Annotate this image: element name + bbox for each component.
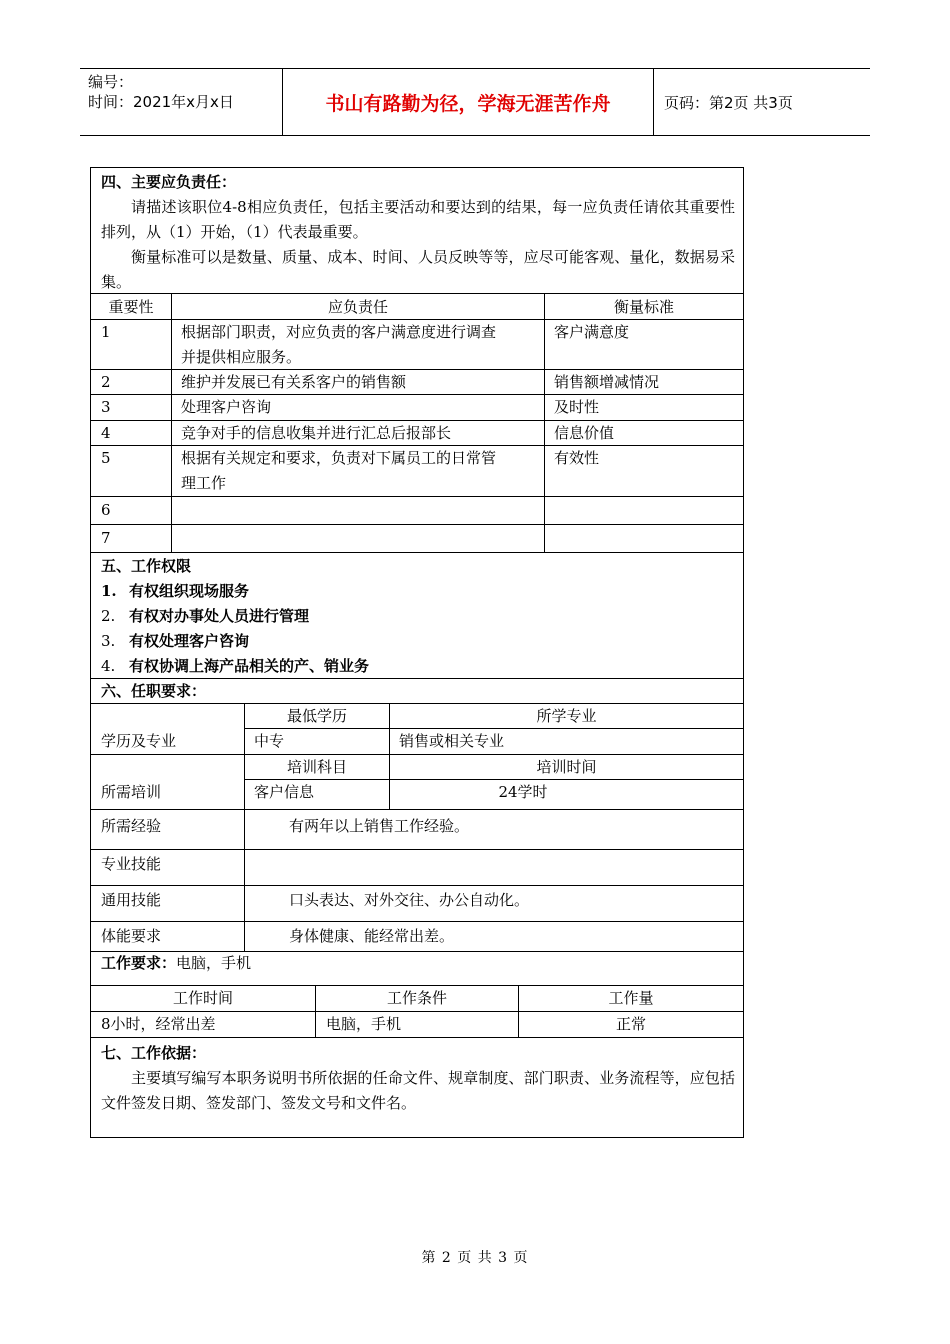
section4-standard-note: 衡量标准可以是数量、质量、成本、时间、人员反映等等，应尽可能客观、量化，数据易采集。 (101, 248, 735, 291)
table-row-rank: 1 (101, 323, 111, 341)
header-meta (80, 69, 283, 135)
experience-label: 所需经验 (101, 817, 162, 835)
workload-header: 工作量 (608, 989, 654, 1007)
work-time-header: 工作时间 (172, 989, 233, 1007)
training-subject-header: 培训科目 (286, 758, 347, 776)
table-row-duty-cont: 理工作 (181, 474, 227, 492)
education-major-value: 销售或相关专业 (399, 732, 505, 750)
table-row-standard: 客户满意度 (554, 323, 630, 341)
table-row-duty: 根据有关规定和要求，负责对下属员工的日常管 (181, 449, 497, 467)
professional-skills-label: 专业技能 (101, 855, 162, 873)
table-row-standard: 及时性 (554, 398, 600, 416)
education-major-header: 所学专业 (536, 707, 597, 725)
training-label: 所需培训 (101, 783, 162, 801)
page-header (80, 68, 870, 136)
table-row-rank: 2 (101, 373, 111, 391)
section7-description: 主要填写编写本职务说明书所依据的任命文件、规章制度、部门职责、业务流程等，应包括文件签发日期、签发部门、签发文号和文件名。 (101, 1069, 735, 1112)
general-skills-label: 通用技能 (101, 891, 162, 909)
section4-instruction: 请描述该职位4-8相应负责任，包括主要活动和要达到的结果，每一应负责任请依其重要性排列，从（1）开始，（1）代表最重要。 (101, 198, 735, 241)
work-requirement-label: 工作要求： (101, 954, 177, 972)
table-row-standard: 信息价值 (554, 424, 615, 442)
table-row-rank: 6 (101, 501, 111, 519)
table-row-duty: 维护并发展已有关系客户的销售额 (181, 373, 407, 391)
table-row-duty: 处理客户咨询 (181, 398, 272, 416)
work-condition-header: 工作条件 (386, 989, 447, 1007)
code-label: 编号： (88, 73, 134, 91)
section6-title: 六、任职要求： (101, 682, 207, 700)
table-row-duty: 根据部门职责，对应负责的客户满意度进行调查 (181, 323, 497, 341)
section7-title: 七、工作依据： (101, 1044, 207, 1062)
permission-num: 4. (101, 657, 116, 675)
permission-num: 3. (101, 632, 116, 650)
motto: 书山有路勤为径，学海无涯苦作舟 (283, 69, 654, 135)
education-min-header: 最低学历 (286, 707, 347, 725)
training-time-header: 培训时间 (536, 758, 597, 776)
table-row-standard: 销售额增减情况 (554, 373, 660, 391)
education-label: 学历及专业 (101, 732, 177, 750)
table-row-duty-cont: 并提供相应服务。 (181, 348, 302, 366)
training-time-value: 24学时 (498, 783, 548, 801)
education-min-value: 中专 (254, 732, 285, 750)
job-description-form (90, 167, 744, 1138)
col-header-duty: 应负责任 (327, 298, 388, 316)
training-subject-value: 客户信息 (254, 783, 315, 801)
workload-value: 正常 (615, 1015, 646, 1033)
permission-num: 1. (101, 582, 117, 600)
permission-item: 有权对办事处人员进行管理 (129, 607, 310, 625)
work-requirement (101, 951, 251, 976)
general-skills-value: 口头表达、对外交往、办公自动化。 (289, 891, 530, 909)
col-header-importance: 重要性 (108, 298, 154, 316)
physical-label: 体能要求 (101, 927, 162, 945)
experience-value: 有两年以上销售工作经验。 (289, 817, 470, 835)
permission-item: 有权处理客户咨询 (129, 632, 250, 650)
col-header-standard: 衡量标准 (613, 298, 674, 316)
section5-title: 五、工作权限 (101, 557, 192, 575)
table-row-rank: 7 (101, 529, 111, 547)
work-condition-value: 电脑，手机 (326, 1015, 402, 1033)
work-requirement-value: 电脑，手机 (176, 954, 252, 972)
page-footer: 第 2 页 共 3 页 (421, 1250, 529, 1266)
permission-num: 2. (101, 607, 116, 625)
table-row-rank: 5 (101, 449, 111, 467)
page-info: 页码：第2页 共3页 (664, 94, 793, 112)
permission-item: 有权组织现场服务 (129, 582, 250, 600)
table-row-duty: 竞争对手的信息收集并进行汇总后报部长 (181, 424, 452, 442)
physical-value: 身体健康、能经常出差。 (289, 927, 455, 945)
section4-title: 四、主要应负责任： (101, 173, 237, 191)
table-row-rank: 4 (101, 424, 111, 442)
permission-item: 有权协调上海产品相关的产、销业务 (129, 657, 370, 675)
table-row-standard: 有效性 (554, 449, 600, 467)
table-row-rank: 3 (101, 398, 111, 416)
work-time-value: 8小时，经常出差 (101, 1015, 216, 1033)
time-label: 时间：2021年x月x日 (88, 93, 234, 111)
